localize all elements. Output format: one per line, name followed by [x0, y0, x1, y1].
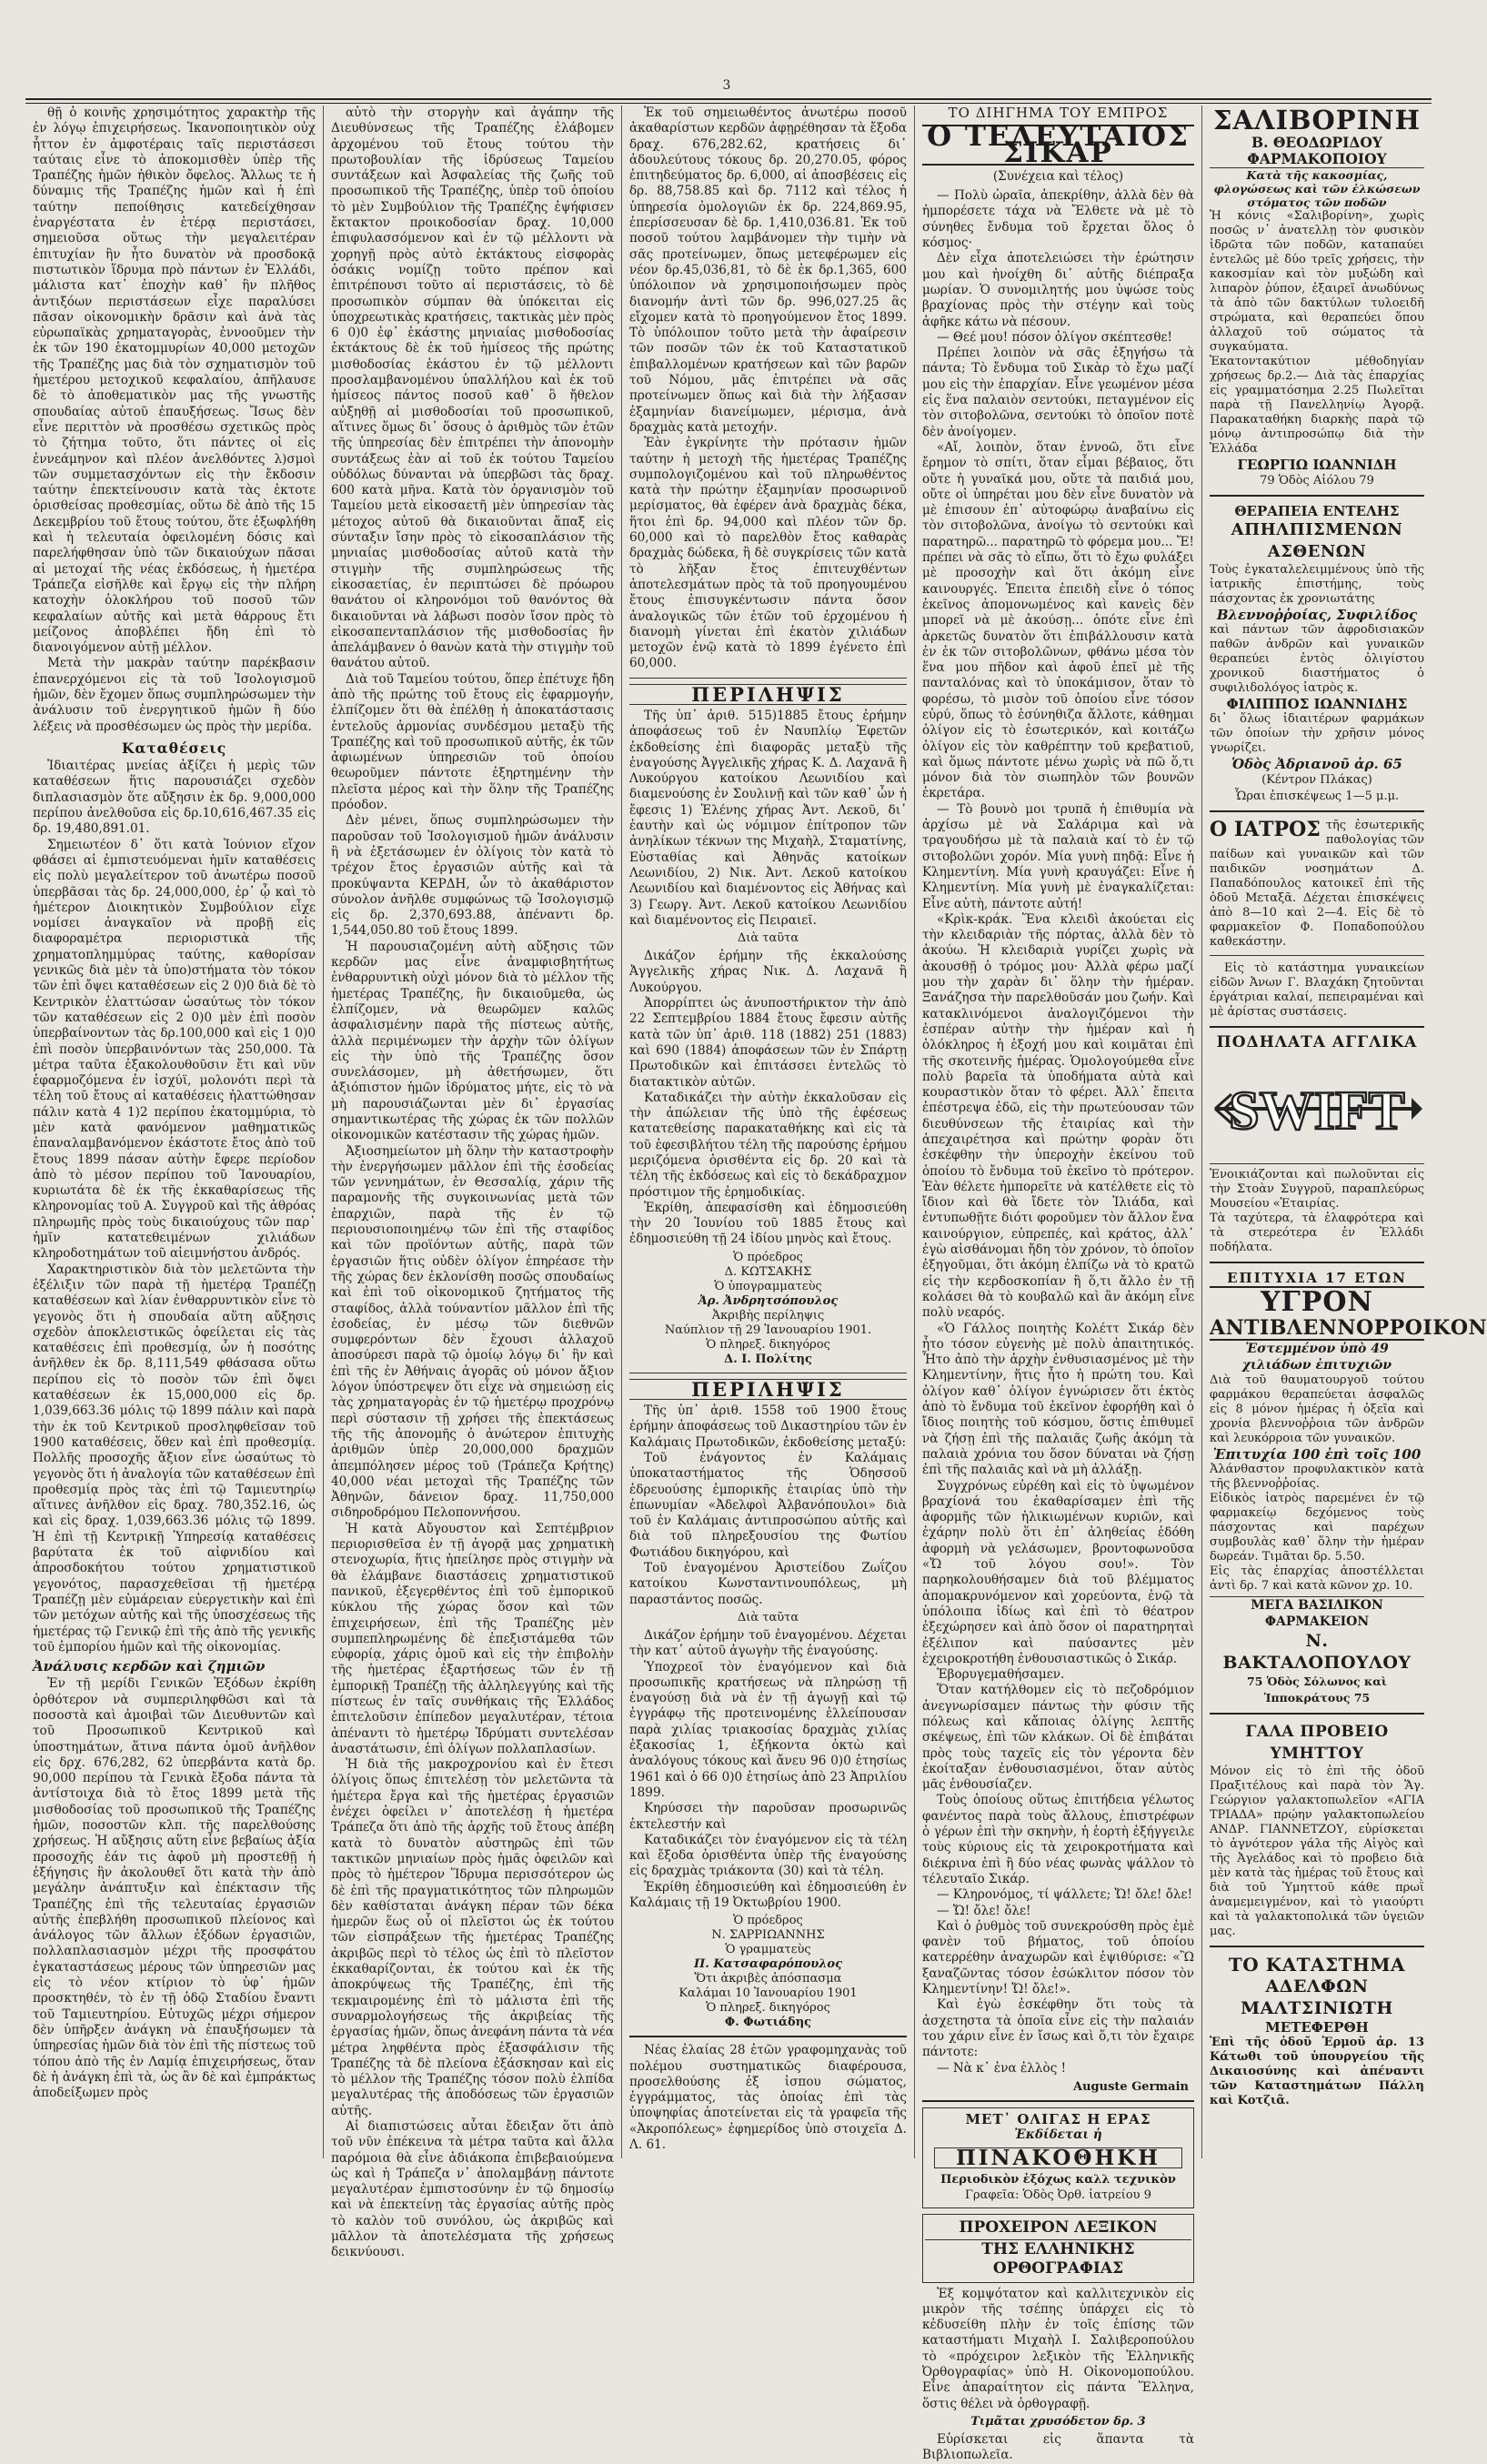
signature-line: Δ. ΚΩΤΣΑΚΗΣ [724, 1264, 812, 1279]
signature-line: Ὅτι ἀκριβὲς ἀπόσπασμα [694, 1972, 842, 1986]
signature-line: Ὁ πρόεδρος [733, 1250, 803, 1264]
signature-line: Καλάμαι 10 Ἰανουαρίου 1901 [678, 1986, 858, 2001]
ad-headline: ΓΑΛΑ ΠΡΟΒΕΙΟ ΥΜΗΤΤΟΥ [1245, 1722, 1389, 1763]
col1-paragraph: Μετὰ τὴν μακρὰν ταύτην παρέκβασιν ἐπανερχόμενοι εἰς τὰ τοῦ Ἰσολογισμοῦ ἡμῶν, δὲν ἔχομεν ὅπως συμπληρώσωμεν τὴν ἀνάλυσιν τοῦ ἐνεργητικοῦ ἡμῶν ἢ δύο λέξεις νὰ προσθέσωμεν ὡς πρὸς τὴν μερίδα. [33, 656, 316, 734]
story-paragraph: «Κρὶκ-κράκ. Ἕνα κλειδὶ ἀκούεται εἰς τὴν κλειδαριὰν τῆς πόρτας, ἀλλὰ δὲν τὸ ἀκούω. Ἡ κλειδαριὰ γυρίζει χωρὶς νὰ ἀκουσθῇ ὁ τρόμος μου· Ἀλλὰ φέρω μαζί μου τὴν χαρὰν δι᾿ ὅλην τὴν ἡμέραν. Ξανάζησα τὴν παρελθοῦσάν μου ζωήν. Καὶ κατακλινόμενοι ἀναλογιζόμενοι τὴν ἐσπέραν αὐτὴν τὴν ἡμέραν καὶ ἡ ὁλόκληρος ἡ ἐξοχή μου καὶ κοιμᾶται ἐπὶ τῆς σκοτεινῆς ἡμέρας. Ὁμολογούμεθα εἶνε πολὺ βαρεῖα τὰ ὑποδήματα αὐτὰ καὶ κουραστικὸν ὅταν τὸ φέρει. Ἀλλ᾿ ἔπειτα ἐπέστρεψα ἐδῶ, εἰς τὴν πρωτεύουσαν τῶν διευθύνσεων τῆς ἐταιρίας καὶ τὴν ἀπεχαιρέτησα καὶ πρώτην φορὰν ὅτι ἐσκέφθην τὴν ὑπεροχὴν ἐκείνου τοῦ ὁποίου τὸ ἔνδυμα τοῦ ἐκεῖνο τὸ πρότερον. Ἐὰν θέλετε ἠμπορεῖτε νὰ κατέλθετε εἰς τὸ ἴδιον καὶ θὰ ἴδετε τὸν Ἰλιάδα, καὶ ἐντυπωθῇτε διότι φοροῦμεν τὸν ἄλλον ἔνα καινούργιον, εὐπρεπές, καὶ κράτος, ἀλλ᾿ ἐγὼ αἰσθάνομαι ἤδη τὸν χρόνον, τὸ ὁποῖον ἐξηγοῦμαι, ὅτι ἀκόμη ἐλπίζω νὰ τὸ κρατῶ εἰς τὴν κερδοσκοπίαν ἢ ὅ,τι ἄλλο ἐν τῇ κολάσει θὰ τὸ κουβαλῶ καὶ ἂν ἀκόμη εἶνε πολὺ νεαρός. [922, 911, 1194, 1321]
col3-paragraph: Δικάζον ἐρήμην τοῦ ἐναγομένου. Δέχεται τὴν κατ᾿ αὐτοῦ ἀγωγὴν τῆς ἐναγούσης. [629, 1627, 907, 1659]
ad-pharmacy-name: ΜΕΓΑ ΒΑΣΙΛΙΚΟΝ ΦΑΡΜΑΚΕΙΟΝ [1210, 1596, 1424, 1630]
ad-subheadline: Β. ΘΕΟΔΩΡΙΔΟΥ ΦΑΡΜΑΚΟΠΟΙΟΥ [1210, 135, 1424, 168]
col3-paragraph: Ἐκρίθη, ἀπεφασίσθη καὶ ἐδημοσιεύθη τὴν 20 Ἰουνίου τοῦ 1885 ἔτους καὶ ἐδημοσιεύθη τῇ 24 ἰδίου μηνὸς καὶ ἔτους. [629, 1200, 907, 1247]
ad-headline: ΠΟΔΗΛΑΤΑ ΑΓΓΛΙΚΑ [1216, 1032, 1418, 1051]
lexicon-ad-title [922, 2214, 1194, 2283]
ad-subheadline: ΜΕΤΕΦΕΡΘΗ [1265, 2018, 1369, 2036]
ad-body: Ἡ κόνις «Σαλιβορίνη», χωρὶς ποσῶς ν᾿ ἀνατελλῃ τὸν φυσικὸν ἱδρῶτα τῶν ποδῶν, καταπαύει ἐντελῶς μὲ δύο τρεῖς χρήσεις, τὴν κακοσμίαν καὶ τὸν μυξώδη καὶ λιπαρὸν ῥύπον, ἐξαιρεῖ ἀνωδύνως τὰ ἀπὸ τῶν δακτύλων τυλοειδῆ στρώματα, καὶ θεραπεύει ὅπου ἀλλαχοῦ τοῦ σώματος τὰ συγκαύματα. [1210, 209, 1424, 354]
story-paragraph: Ὅταν κατήλθομεν εἰς τὸ πεζοδρόμιον ἀνεγνωρίσαμεν πάντως τὴν φύσιν τῆς πόλεως καὶ κἄποιας ὀλίγης λεπτῆς σκέψεως, ἐπὶ τῶν κλάκων. Οἱ δὲ ἐπιβάται πρὸς τοὺς ταχεῖς εἰς τὸν γέροντα δὲν ἐκοίταξαν ἐνθουσιασμένοι, ὅταν αὐτὸς μᾶς ἐνθουσίαζεν. [922, 1683, 1194, 1793]
column-3 [622, 106, 915, 2158]
swift-logo-graphic [1210, 1054, 1424, 1164]
signature-line: Δ. Ι. Πολίτης [724, 1352, 812, 1366]
story-paragraph: — Θεέ μου! πόσον ὀλίγον σκέπτεσθε! [937, 329, 1173, 345]
signature-line: Ὁ ὑπογραμματεὺς [714, 1279, 822, 1293]
header-rule [25, 98, 1432, 104]
signature-line: Ν. ΣΑΡΡΙΩΑΝΝΗΣ [711, 1928, 825, 1943]
ad-body: Τοὺς ἐγκαταλελειμμένους ὑπὸ τῆς ἰατρικῆς ἐπιστήμης, τοὺς πάσχοντας ἐκ χρονιωτάτης [1210, 563, 1424, 607]
pinakothiki-ad [922, 2107, 1194, 2208]
col2-paragraph: Ἡ παρουσιαζομένη αὐτὴ αὔξησις τῶν κερδῶν μας εἶνε ἀναμφισβητήτως ἐνθαρρυντικὴ οὐχὶ μόνον διὰ τὸ μέλλον τῆς ἡμετέρας Τραπέζης, ἣν δικαιοῦμεθα, ὡς ἐλπίζομεν, νὰ θεωρῶμεν καλῶς ἀσφαλισμένην παρὰ τῆς πίστεως αὐτῆς, ἀλλὰ περιμένωμεν τὴν ἀρχὴν τῶν ὀλίγων εἰς τὴν ὑπὸ τῆς Τραπέζης ὅσον συνελάσομεν, μὴ ἀθετήσωμεν, ὅτι ἀξιόπιστον ἡμῶν ἱδρύματος μήτε, εἰς τὸ νὰ μὴ παρουσιάζωνται μὲν δι᾿ ἐργασίας σημαντικωτέρας τῆς χώρας ἐκ τῶν πολλῶν οἰκονομικῶν κατέστασιν τῆς χώρας ἡμῶν. [331, 939, 614, 1143]
signature-line: Ὁ πρόεδρος [733, 1914, 803, 1928]
story-paragraph: Τοὺς ὁποίους οὕτως ἐπιτήδεια γέλωτος φανέντος παρὰ τοὺς ἄλλους, ἐπιστρέφων ὁ γέρων ἐπὶ τὴν σκηνὴν, ἡ ἑορτὴ ἐξήγγειλε τοὺς κύριους εἰς τὰ χειροκροτήματα καὶ διέκρινα ἐπὶ ἢ δύο νέας φωνὰς ψάλλον τὸ τέλευταῖο Σικάρ. [922, 1793, 1194, 1886]
ad-body: Ἐπὶ τῆς ὁδοῦ Ἑρμοῦ ἀρ. 13 Κάτωθι τοῦ ὑπουργείου τῆς Δικαιοσύνης καὶ ἀπέναντι τῶν Καταστημάτων Πάλλη καὶ Κοτζιᾶ. [1210, 2035, 1424, 2107]
ad-headline: ΑΠΗΛΠΙΣΜΕΝΩΝ ΑΣΘΕΝΩΝ [1231, 520, 1403, 562]
ad-headline: ΘΕΡΑΠΕΙΑ ΕΝΤΕΛΗΣ [1234, 503, 1400, 520]
store-relocation-ad [1210, 1954, 1424, 2108]
milk-ad [1210, 1721, 1424, 1939]
section-heading-profits: Ἀνάλυσις κερδῶν καὶ ζημιῶν [33, 1658, 266, 1675]
ad-emphasis: Ἐπιτυχία 100 ἐπὶ τοῖς 100 [1212, 1445, 1422, 1463]
divider [1210, 1713, 1424, 1715]
story-paragraph: Ἐβορυγεμαθήσαμεν. [937, 1667, 1065, 1683]
story-kicker: ΤΟ ΔΙΗΓΗΜΑ ΤΟΥ ΕΜΠΡΟΣ [948, 105, 1169, 121]
signature-line: Ὁ γραμματεὺς [725, 1943, 811, 1957]
ad-line: Περιοδικὸν ἐξόχως καλλ τεχνικὸν [940, 2173, 1176, 2187]
ad-body: τῆς ἐσωτερικῆς παθολογίας τῶν παίδων καὶ γυναικῶν καὶ τῶν παιδικῶν νοσημάτων Δ. Παπαδόπουλος κατοικεῖ ἐπὶ τῆς ὁδοῦ Μεταξᾶ. Δέχεται ἐπισκέψεις ἀπὸ 8—10 καὶ 2—4. Εἰς δὲ τὸ φαρμακεῖον Φ. Ποπαδοπούλου καθεκάστην. [1210, 818, 1424, 949]
ad-body: Ἐξ κομψότατον καὶ καλλιτεχνικὸν εἰς μικρὸν τῆς τσέπης ὑπάρχει εἰς τὸ κἐδυσείθη πλὴν ἐν τοῖς ἐπίσης τῶν καταστήματι Μιχαὴλ Ι. Σαλιβεροπούλου τὸ «πρόχειρον λεξικὸν τῆς Ἑλληνικῆς Ὀρθογραφίας» ὑπὸ Η. Οἰκονομοπούλου. Εἶνε ἀπαραίτητον εἰς πάντα Ἕλληνα, ὅστις θέλει νὰ ὀρθογραφῇ. [922, 2286, 1194, 2411]
divider [1210, 810, 1424, 812]
ad-doctor-name: ΦΙΛΙΠΠΟΣ ΙΩΑΝΝΙΔΗΣ [1226, 696, 1408, 713]
arrow-logo-icon [1211, 1054, 1422, 1162]
signature-line: Φ. Φωτιάδης [724, 2016, 812, 2030]
columns [25, 105, 1487, 2463]
col1-paragraph: Ἰδιαιτέρας μνείας ἀξίζει ἡ μερὶς τῶν καταθέσεων ἥτις παρουσιάζει σχεδὸν διπλασιασμὸν ὅτε αὔξησιν ἐκ δρ. 9,000,000 περίπου ἀνελθοῦσα εἰς δρ.10,616,467.35 εἰς δρ. 19,480,891.01. [33, 759, 316, 837]
col3-paragraph: Ἐκ τοῦ σημειωθέντος ἀνωτέρω ποσοῦ ἀκαθαρίστων κερδῶν ἀφῃρέθησαν τὰ ἔξοδα δραχ. 676,282.62, κρατήσεις δι᾿ ἀδουλεύτους τόκους δρ. 20,270.05, φόρος ἐπιτηδεύματος δρ. 6,000, αἱ ἀποσβέσεις εἰς δρ. 88,758.85 καὶ δρ. 7112 καὶ τέλος ἡ ὑπηρεσία ὁμολογιῶν ἐκ δρ. 224,869.95, ἐπερίσσευσαν δὲ δρ. 1,410,036.81. Ἐκ τοῦ ποσοῦ τούτου λαμβάνομεν τὴν τιμὴν νὰ σᾶς προτείνωμεν, ὅπως μετεφέρωμεν εἰς νέον δρ.45,036,81, τὸ δὲ ἐκ δρ.1,365, 600 ὑπόλοιπον νὰ χρησιμοποιήσωμεν πρὸς διανομήν ἀντὶ τῶν δρ. 996,027.25 ἃς εἴχομεν κατὰ τὸ προηγούμενον ἔτος 1899. Τὸ ὑπόλοιπον τοῦτο μετὰ τὴν ἀφαίρεσιν τῶν ποσῶν τῶν ἐκ τοῦ Καταστατικοῦ ἐπιβαλλομένων κρατήσεων καὶ τῶν βαρῶν τοῦ Νόμου, μᾶς ἐπιτρέπει νὰ σᾶς προτείνωμεν ὅπως καὶ διὰ τὴν λήξασαν ἑξαμηνίαν διανείμωμεν, μέρισμα, ἀνὰ δραχμὰς κατὰ μετοχήν. [629, 106, 907, 435]
ad-line: Γραφεῖα: Ὁδὸς Ὀρθ. ἰατρείου 9 [965, 2188, 1151, 2203]
ad-body: Ἐνοικιάζονται καὶ πωλοῦνται εἰς τὴν Στοὰν Συγγροῦ, παραπλεύρως Μουσείου «Ἑταιρίας. [1210, 1167, 1424, 1211]
story-paragraph: — Κληρονόμος, τί ψάλλετε; Ὤ! ὄλε! ὄλε! [937, 1887, 1193, 1903]
signature-line: Ὁ πληρεξ. δικηγόρος [706, 2001, 830, 2016]
col2-paragraph: Ἡ κατὰ Αὔγουστον καὶ Σεπτέμβριον περιορισθεῖσα ἐν τῇ ἀγορᾷ μας χρηματικὴ στενοχωρία, ἥτις ἠπείλησε πρὸς στιγμὴν νὰ θὰ ἐλάμβανε διαστάσεις χρηματιστικοῦ πανικοῦ, ἐξεγερθέντος ἐπὶ τοῦ ἐμπορικοῦ κύκλου τῆς χώρας ὅσον καὶ τῶν ἐπιχειρήσεων, ἐπὶ τῆς Τραπέζης μὲν συμπεπληρωμένης δὲ ἐπεξιστάμεθα τῶν εὐφορίᾳ, χάρις ὁμοῦ καὶ εἰς τὴν ἐπιβολὴν τῆς ἡμετέρας ἐξαρτήσεως τῶν ἐν τῇ ἐμπορικῇ Τραπέζῃ τῆς ἀλληλεγγύης καὶ τῆς πίστεως ἐν ταῖς συνθήκαις τῆς Ἑλλάδος ἐπιτελοῦσιν ἐπίπεδον μεγαλυτέραν, τέτοια ἀπέναντι τὸ ἡμετέρῳ Ἰδρύματι συντελέσαν ἀναστάτωσιν, ἐπὶ ὀλίγων πολλαπλασίων. [331, 1521, 614, 1756]
signature-block [629, 1914, 907, 2030]
ad-line: Ἐκδίδεται ἡ [1014, 2127, 1102, 2143]
divider [1210, 1026, 1424, 1028]
signature-line: Π. Κατσαφαρόπουλος [694, 1957, 842, 1972]
story-paragraph: Καὶ ὁ ῥυθμὸς τοῦ συνεκρούσθη πρὸς ἐμὲ φανὲν τοῦ βήματος, τοῦ ὁποίου κατερρέθην ἀναχωρῶν καὶ ἐψιθύρισε: «Ὢ ξαναζῶντας τόσον ἐσώκλιτον πόσον τὸν Κλημεντίνην! Ὤ! ὄλε!». [922, 1918, 1194, 1997]
ad-address: Ὁδὸς Ἀδριανοῦ ἀρ. 65 [1231, 756, 1402, 773]
judgment-dia-tauta: Διὰ ταῦτα [737, 1610, 799, 1624]
col1-paragraph: θῇ ὁ κοινῆς χρησιμότητος χαρακτὴρ τῆς ἐν λόγῳ ἐπιχειρήσεως. Ἱκανοποιητικὸν οὐχ ἧττον ἐν ἀμφοτέραις ταῖς περιστάσεσι ταύταις εἶνε τὸ ἀποκομισθὲν ὑπὲρ τῆς Τραπέζης ἡμῶν ἠθικὸν ὄφελος. Ἄλλως τε ἡ δύναμις τῆς Τραπέζης ἡμῶν καὶ ἡ ἐπὶ ταύτην πεποίθησις κατεδείχθησαν ἐναργέστατα ἐν ἑτέρᾳ περιστάσει, σημειοῦσα οὕτως τὴν μεγαλειτέραν ἐπιτυχίαν ἣν ἦτο δυνατὸν νὰ προσδοκᾷ πιστωτικὸν ἵδρυμα πρὸ πάντων ἐν Ἑλλάδι, μάλιστα κατ᾿ ἐποχὴν καθ᾿ ἣν πλῆθος ἀντιξόων περιστάσεων εἶχε παραλύσει πᾶσαν οἰκονομικὴν δρᾶσιν καὶ ἀνὰ τὰς εὐρωπαϊκὰς χρηματαγορὰς, ἐννοοῦμεν τὴν ἐκ τῶν 190 ἑκατομμυρίων 40,000 μετοχῶν τῆς Τραπέζης μας διὰ τὸν σχηματισμὸν τοῦ ἡμετέρου μετοχικοῦ κεφαλαίου, ἀπῆλαυσε δὲ τὸ ἀποθεματικὸν μας τῆς γνωστῆς σπουδαίας αὐτοῦ ἐπαυξήσεως. Ἴσως δὲν εἶνε περιττὸν νὰ προσθέσω σχετικῶς πρὸς τὸ ζήτημα τοῦτο, ὅτι πάντες οἱ εἰς ἐννεάμηνον καὶ πλέον ἀνελθόντες λ)σμοὶ τῶν συμμετασχόντων εἰς τὴν ἔκδοσιν ταύτην ἐπεκτείνουσιν κατὰ τὰς ἐκτοτε ὁρισθείσας προθεσμίας, οὕτω δὲ ἀπὸ τῆς 15 Δεκεμβρίου τοῦ ἔτους τούτου, ὅτε ἐξωφλήθη καὶ ἡ τελευταία ὀφειλομένη δόσις καὶ παρελήφθησαν ὑπὸ τῶν δικαιούχων πᾶσαι αἱ μετοχαί τῆς νέας ἐκδόσεως, ἡ ἡμετέρα Τράπεζα εἰσῆλθε καὶ ἔργῳ εἰς τὴν πλήρη κατοχὴν ὁλοκλήρου τοῦ ποσοῦ τῶν κεφαλαίων αὐτῆς καὶ μετὰ θάρρους ἔτι μείζονος ἀποβλέπει ἤδη ἐπὶ τὸ διανοιγόμενον αὐτῇ μέλλον. [33, 106, 316, 656]
ad-body: Εὑρίσκεται εἰς ἅπαντα τὰ Βιβλιοπωλεῖα. [922, 2431, 1194, 2463]
signature-line: Ἀκριβὴς περίληψις [711, 1308, 825, 1323]
ad-body: Μόνον εἰς τὸ ἐπὶ τῆς ὁδοῦ Πραξιτέλους καὶ παρὰ τὸν Ἅγ. Γεώργιον γαλακτοπωλεῖον «ΑΓΙΑ ΤΡΙΑΔΑ» πρῴην γαλακτοπωλείου ΑΝΔΡ. ΓΙΑΝΝΕΤΖΟΥ, εὑρίσκεται τὸ ἀγνότερον γάλα τῆς Αἰγὸς καὶ τῆς Ἀγελάδος καὶ τὸ προβειο διὰ μὲν κατὰ τὰς ἡμέρας τοῦ ἔτους καὶ διὰ τοῦ Ὑμηττοῦ κάθε πρωῒ ἀναμεμειγμένον, καὶ τὸ γιαούρτι καὶ τὰ γαλακτοπολικά τῶν ὑγειῶν μας. [1210, 1764, 1424, 1938]
story-paragraph: «Ὁ Γάλλος ποιητὴς Κολέττ Σικάρ δὲν ἦτο τόσον εὐγενὴς μὲ πολὺ ἀπαιτητικός. Ἦτο ἀπὸ τὴν ἀρχὴν ἐνθυσιασμένος μὲ τὴν Κλημεντίνην, ἥτις ἦτο ἡ πρώτη του. Καὶ ὀλίγον καθ᾿ ὀλίγον ἐγνώρισεν ὅτι ἐκτὸς ἀπὸ τὸ ἔνδυμα τοῦ ἐκεῖνον ἐφορήθη καὶ ὁ ἴδιος ποιητὴς τοῦ κόσμου, ὅστις ἐπιθυμεῖ νὰ ζήσῃ ἐπὶ τῆς παλαιᾶς ζωῆς ἀκόμη τὰ παλαιὰ χρόνια του ὅσον δύναται νὰ ζήσῃ ἐπὶ τῆς παλαιᾶς καὶ νὰ μὴ ἀλλάξῃ. [922, 1321, 1194, 1478]
col3-paragraph: Τοῦ ἐνάγοντος ἐν Καλάμαις ὑποκαταστήματος τῆς Ὁδησσοῦ ἑδρευούσης ἐμπορικῆς ἑταιρίας ὑπὸ τὴν ἐπωνυμίαν «Ἀδελφοὶ Ἀλβανόπουλοι» διὰ τοῦ ἐν Καλάμαις ἀντιπροσώπου αὐτῆς καὶ διὰ τοῦ πληρεξουσίου της Φωτίου Φωτιάδου δικηγόρου, καὶ [629, 1450, 907, 1560]
story-paragraph: Συγχρόνως εὑρέθη καὶ εἰς τὸ ὑψωμένον βραχίονά του ἐκαθαρίσαμεν ἐπὶ τῆς ἀφορμῆς τῶν ἡλικιωμένων κυριῶν, καὶ ἐχάρην πολὺ ὅτι ἐπ᾿ ἀληθείας ἐδόθη ἀφορμὴ νὰ γελάσωμεν, βροντοφωνοῦσα «Ὤ τοῦ λόγου σου!». Τὸν παρηκολουθήσαμεν διὰ τοῦ βλέμματος ἀπομακρυνόμενον καὶ χορεύοντα, ἐνῷ τὰ ὑπόλοιπα ἰδίως καὶ ἐπὶ τὸ θέατρον ἐξεχώρησεν καὶ ἀπὸ ὅσον οἱ παρατηρηταὶ ἐξέλιπον καὶ παύσαντες μὲν ἐχειροκροτήθη ἐνθουσιαστικῶς ὁ Σικάρ. [922, 1478, 1194, 1666]
story-paragraph: Καὶ ἐγὼ ἐσκέφθην ὅτι τοὺς τὰ ἀσχετηστα τὰ ὁποῖα εἶνε εἰς τὴν παλαιάν του χάριν εἶνε ἐν ἴσως καὶ ὅ,τι τὸν ἔχαιρε πάντοτε: [922, 1997, 1194, 2060]
col3-paragraph: Τῆς ὑπ᾿ ἀριθ. 515)1885 ἔτους ἐρήμην ἀποφάσεως τοῦ ἐν Ναυπλίῳ Ἐφετῶν ἐκδοθείσης ἐπὶ διαφορᾶς μεταξὺ τῆς ἐναγούσης Ἀγγελικῆς χήρας Κ. Δ. Λαχανᾶ ἢ Λυκούργου κατοίκου Λεωνιδίου καὶ διαμενούσης ἐν Σουλινῇ καὶ τῶν καθ᾿ ὧν ἡ ἔφεσις 1) Ἑλένης χήρας Ἀντ. Λεκοῦ, δι᾿ ἑαυτὴν καὶ ὡς νόμιμον ἐπίτροπον τῶν ἀνηλίκων τέκνων της Μιχαὴλ, Σταματίνης, Εὐσταθίας καὶ Ἀθηνᾶς κατοίκων Λεωνιδίου, 2) Νικ. Ἀντ. Λεκοῦ κατοίκου Λεωνιδίου καὶ διαμένοντος εἰς Ἀθήνας καὶ 3) Γεωργ. Ἀντ. Λεκοῦ κατοίκου Λεωνιδίου καὶ διαμένοντος εἰς Πειραιεῖ. [629, 708, 907, 928]
col3-paragraph: Ἐὰν ἐγκρίνητε τὴν πρότασιν ἡμῶν ταύτην ἡ μετοχὴ τῆς ἡμετέρας Τραπέζης συμπολογιζομένου καὶ τοῦ πληρωθέντος κατὰ τὴν πρώτην ἐξαμηνίαν προσωρινοῦ μερίσματος, θὰ ἐφέρεν ἀνὰ δραχμὰς δέκα, ἥτοι ἐπὶ δρ. 94,000 καὶ πλέον τῶν δρ. 60,000 καὶ τὸ παρελθὸν ἔτος καθαρὰς δραχμὰς δώδεκα, ἢ δὲ συγκρίσεις τῶν κατὰ τὸ λῆξαν ἔτος ἐπιτευχθέντων ἀποτελεσμάτων πρὸς τὰ τοῦ προηγουμένου ἔτους ἐπισυγκέντωσιν πάντα ὅσον ἀναλογικῶς τῶν ἐτῶν τοῦ ἐρχομένου ἡ διανομὴ γίνεται ἐπὶ ἑκατὸν χιλιάδων μετοχῶν ἐνῷ κατὰ τὸ 1899 ἐγένετο ἐπὶ 60,000. [629, 436, 907, 671]
ad-headline: ΥΓΡΟΝ [1210, 1286, 1424, 1317]
ad-body: Τὰ ταχύτερα, τὰ ἐλαφρότερα καὶ τὰ στερεότερα ἐν Ἑλλάδι ποδήλατα. [1210, 1211, 1424, 1254]
ad-tagline: Κατὰ τῆς κακοσμίας, φλογώσεως καὶ τῶν ἑλκώσεων στόματος τῶν ποδῶν [1213, 168, 1421, 209]
ad-body: Εἰς τὰς ἐπαρχίας ἀποστέλλεται ἀντὶ δρ. 7 καὶ κατὰ κῶνον χρ. 10. [1210, 1564, 1424, 1593]
ad-headline: ΣΑΛΙΒΟΡΙΝΗ [1212, 105, 1422, 136]
story-paragraph: — Τὸ βουνὸ μοι τρυπᾶ ἡ ἐπιθυμία νὰ ἀρχίσω μὲ νὰ Σαλάριμα καὶ νὰ τραγουδήσω μὲ τὰ παλαιὰ καί τὸ ἐν τῷ σιτοβολῶνι χορόν. Μία γυνὴ πηδᾷ: Εἶνε ἡ Κλημεντίνη. Μία γυνὴ κραυγάζει: Εἶνε ἡ Κλημεντίνη. Μία γυνὴ μὲ ἐναγκαλίζεται: Εἶνε αὐτὴ, πάντοτε αὐτή! [922, 801, 1194, 911]
col2-paragraph: αὐτὸ τὴν στοργὴν καὶ ἀγάπην τῆς Διευθύνσεως τῆς Τραπέζης ἐλάβομεν ἀρχομένου τοῦ ἔτους τούτου τὴν πρωτοβουλίαν τῆς ἱδρύσεως Ταμείου συντάξεων καὶ Ἀσφαλείας τῆς ζωῆς τοῦ προσωπικοῦ τῆς Τραπέζης, ὑπὲρ τοῦ ὁποίου τὸ μὲν Συμβούλιον τῆς Τραπέζης ἐψήφισεν ἔκτακτον προικοδοσίαν δραχ. 10,000 ἐπιφυλασσόμενον καὶ ἐν τῷ μέλλοντι νὰ χορηγῇ πρὸς αὐτὸ ἐκτάκτους εἰσφορὰς ὁσάκις νομίζῃ τοῦτο πρέπον καὶ ἐπιτρέπουσι τοῦτο αἱ περιστάσεις, τὸ δὲ προσωπικὸν σύμπαν θὰ ὑπόκειται εἰς ὑποχρεωτικὰς κρατήσεις, τακτικὰς μὲν πρὸς 6 0)0 ἐφ᾿ ἑκάστης μηνιαίας μισθοδοσίας ἐκτάκτους δὲ ἐκ τοῦ ἡμίσεος τῆς πρώτης μισθοδοσίας ἑκάστου ἐν τῷ μέλλοντι προσλαμβανομένου ὑπαλλήλου καὶ ἐκ τοῦ ἡμίσεος πάντος ποσοῦ καθ᾿ ὃ ἤθελον αὐξηθῇ αἱ μισθοδοσίαι τοῦ προσωπικοῦ, αἵτινες ὅμως δι᾿ ὅσους ὁ ἀριθμὸς τῶν ἐτῶν τῆς ὑπηρεσίας δὲν ἐπιτρέπει τὴν ἀπονομὴν συντάξεως ἐὰν αἱ τοῦ ἐκ τούτου Ταμείου οὐδόλως δύνανται νὰ ὑπερβῶσι τὰς δραχ. 600 κατὰ μῆνα. Κατὰ τὸν ὀργανισμὸν τοῦ Ταμείου μετὰ εἰκοσαετῆ μὲν ὑπηρεσίαν τὰς μέτοχος αὐτοῦ θὰ δικαιοῦνται ἅπαξ εἰς σύνταξιν ἴσην πρὸς τὸ εἰκοσαπλάσιον τῆς μηνιαίας μισθοδοσίας αὐτοῦ κατὰ τὴν στιγμὴν τῆς συμπληρώσεως τῆς εἰκοσαετίας, ἐν περιπτώσει δὲ πρόωρου θανάτου οἱ κληρονόμοι τοῦ θανόντος θὰ δικαιοῦνται νὰ λάβωσι ποσὸν ἴσον πρὸς τὸ εἰκοσαπενταπλάσιον τῆς μισθοδοσίας ἣν ἀπελάμβανεν ὁ θανὼν κατὰ τὴν στιγμὴν τοῦ θανάτου αὐτοῦ. [331, 106, 614, 671]
antiblennorrhoic-ad [1210, 1269, 1487, 1706]
col2-paragraph: Αἱ διαπιστώσεις αὗται ἔδειξαν ὅτι ἀπὸ τοῦ νῦν ἐπέκεινα τὰ μέτρα ταῦτα καὶ ἄλλα παρόμοια θὰ εἶνε ἀδιάκοπα ἐπιβεβαιούμενα ὡς καὶ ἡ Τράπεζα ν᾿ ἀπολαμβάνῃ πάντοτε μεγαλυτέραν ἐμπιστοσύνην ἐν τῷ δημοσίῳ καὶ νὰ ἐπεκτείνῃ τὰς ἐργασίας αὐτῆς πρὸς τὸ καλὸν τοῦ συνόλου, ὡς ἀκριβῶς καὶ μᾶλλον τὰ ἀποτελέσματα τῆς χρήσεως δεικνύουσι. [331, 2119, 614, 2260]
ad-headline: ΤΟ ΚΑΤΑΣΤΗΜΑ [1228, 1953, 1406, 1976]
ad-emphasis: Βλεννοῤῥοίας, Συφιλίδος [1216, 607, 1418, 624]
col3-paragraph: Ἐκρίθη ἐδημοσιεύθη καὶ ἐδημοσιεύθη ἐν Καλάμαις τῇ 19 Ὀκτωβρίου 1900. [629, 1879, 907, 1910]
col3-paragraph: Τῆς ὑπ᾿ ἀριθ. 1558 τοῦ 1900 ἔτους ἐρήμην ἀποφάσεως τοῦ Δικαστηρίου τῶν ἐν Καλάμαις Πρωτοδικῶν, ἐκδοθείσης μεταξύ: [629, 1403, 907, 1450]
ad-tagline: Ἐστεμμένον ὑπὸ 49 χιλιάδων ἐπιτυχιῶν [1241, 1341, 1392, 1373]
judgment-dia-tauta: Διὰ ταῦτα [737, 931, 799, 946]
col1-paragraph: Σημειωτέον δ᾿ ὅτι κατὰ Ἰούνιον εἴχον φθάσει αἱ ἐμπιστευόμεναι ἡμῖν καταθέσεις εἰς πολὺ μεγαλείτερον τοῦ ἀνωτέρω ποσοῦ ὑπερβᾶσαι τὰς δρ. 24,000,000, ἐρ᾿ ᾧ καὶ τὸ ἡμέτερον Διοικητικὸν Συμβούλιον εἶχε νομίσει ἀναγκαῖον νὰ προβῇ εἰς διαφοραμέτρα περιοριστικὰ τῆς χρηματοπλημμύρας ταύτης, καθορίσαν γενικῶς διὰ μὲν τὰ ὑπο)στήματα τὸν τόκον τῶν ἐπὶ ὄψει καταθέσεων εἰς 2 0)0 διὰ δὲ τὸ Κεντρικὸν ἐλαττώσαν ὡσαύτως τὸν τόκον τῶν καταθέσεων εἰς 2 0)0 μὲν ἐπὶ ποσὸν ὑπερβαίνοντων τὰς δρ.100,000 καὶ εἰς 1 0)0 ἐπὶ ποσὸν ὑπερβαινόντων τὰς 250,000. Τὰ μέτρα ταῦτα ἐξακολουθοῦσιν ἔτι καὶ νῦν ἐφαρμοζόμενα ἐν ἰσχύϊ, μολονότι περὶ τὰ τέλη τοῦ ἔτους αἱ καταθέσεις ἠλαττώθησαν πάλιν κατὰ 4 1)2 περίπου ἑκατομμύρια, τὸ μὲν κατὰ φανόμενον μαθηματικῶς ἐπαναλαμβανόμενον ἑκάστοτε ἔτος ἀπὸ τοῦ ἔτους 1899 πάσαν αὐτὴν ἔφερε περίοδον ἀπὸ τὸ μέσον περίπου τοῦ Ἰανουαρίου, κυριωτάτα δὲ ἐκ τῆς ἐκκαθαρίσεως τῆς κληρονομίας τοῦ Α. Συγγροῦ καὶ τῆς ἀθρόας πληρωμῆς πρὸς τοὺς δικαιούχους τῶν παρ᾿ ἡμῖν κατατεθειμένων χιλιάδων κληροδοτημάτων τοῦ αἰειμνήστου ἀνδρός. [33, 837, 316, 1262]
ad-body: καὶ πάντων τῶν ἀφροδισιακῶν παθῶν ἀνδρῶν καὶ γυναικῶν θεραπεύει ἐντὸς ὀλιγίστου χρονικοῦ διαστήματος ὁ συφιλιδολόγος ἰατρὸς κ. [1210, 623, 1424, 696]
ad-body: Ἀλάνθαστον προφυλακτικὸν κατὰ τῆς βλεννοῤῥοίας. [1210, 1462, 1424, 1491]
column-5 [1202, 105, 1487, 2158]
column-4 [915, 105, 1202, 2463]
ad-price: Τιμᾶται χρυσόδετον δρ. 3 [970, 2414, 1146, 2429]
divider [1210, 1946, 1424, 1947]
ad-line: ΤΗΣ ΕΛΛΗΝΙΚΗΣ ΟΡΘΟΓΡΑΦΙΑΣ [925, 2239, 1191, 2278]
divider [1210, 1262, 1424, 1263]
column-1 [25, 106, 324, 2158]
ad-address: (Κέντρον Πλάκας) [1261, 773, 1372, 788]
therapy-ad [1210, 503, 1424, 804]
story-author: Auguste Germain [1073, 2079, 1189, 2094]
ad-body: Εἰδικὸς ἰατρὸς παρεμένει ἐν τῷ φαρμακείῳ δεχόμενος τοὺς πάσχοντας καὶ παρέχων συμβουλὰς καθ᾿ ὅλην τὴν ἡμέραν δωρεάν. Τιμᾶται δρ. 5.50. [1210, 1491, 1424, 1564]
ad-kicker: ΕΠΙΤΥΧΙΑ 17 ΕΤΩΝ [1227, 1269, 1407, 1286]
signature-line: Ναύπλιον τῇ 29 Ἰανουαρίου 1901. [664, 1323, 872, 1337]
col3-paragraph: Καταδικάζει τὸν ἐναγόμενον εἰς τὰ τέλη καὶ ἔξοδα ὁρισθέντα ὑπὲρ τῆς ἐναγούσης εἰς δραχμὰς τριάκοντα (30) καὶ τὰ τέλη. [629, 1832, 907, 1879]
swift-wordmark: SWIFT [1229, 1080, 1405, 1141]
classified-ad: Νέας ἐλαίας 28 ἐτῶν γραφομηχανὰς τοῦ πολέμου συστηματικῶς διαφέρουσα, προσελθούσης ἐξ ἰσπου σώματος, ἐγγράμματος, τὰς ὁποίας ἐπὶ τὰς ὑποψηφίας ἀποτείνεται εἰς τὰ γραφεῖα τῆς «Ἀκροπόλεως» ἐφημερίδος ὑπὸ στοιχεῖα Δ. Λ. 61. [629, 2043, 907, 2153]
ad-magazine-name: ΠΙΝΑΚΟΘΗΚΗ [934, 2147, 1182, 2168]
story-paragraph: — Ὤ! ὄλε! ὄλε! [937, 1903, 1031, 1918]
ad-headline: ΑΔΕΛΦΩΝ ΜΑΛΤΣΙΝΙΩΤΗ [1241, 1976, 1393, 2018]
signature-line: Ἀρ. Ἀνδρητσόπουλος [698, 1293, 839, 1308]
story-paragraph: Δὲν εἶχα ἀποτελειώσει τὴν ἐρώτησιν μου καὶ ἠνοίχθη δι᾿ αὐτῆς διέπραξα μωρίαν. Ὁ συνομιλητής μου ὑψώσε τοὺς βραχίονας πρὸς τὴν στέγην καὶ τοὺς ἀφῆκε κάτω νὰ πέσουν. [922, 251, 1194, 329]
col3-paragraph: Τοῦ ἐναγομένου Ἀριστείδου Ζωΐζου κατοίκου Κωνσταντινουπόλεως, μὴ παραστάντος ποσῶς. [629, 1561, 907, 1607]
divider [1210, 495, 1424, 497]
salivorini-ad [1210, 106, 1424, 488]
page-folio: 3 [722, 78, 733, 93]
ad-address: 75 Ὁδὸς Σόλωνος καὶ Ἱπποκράτους 75 [1247, 1674, 1387, 1705]
doctor-ad [1210, 819, 1424, 950]
story-subtitle: (Συνέχεια καὶ τέλος) [992, 168, 1124, 184]
ad-body: Ἑκατοντακύτιον μέθοδηγίαν χρήσεως δρ.2.— Διὰ τὰς ἐπαρχίας εἰς γραμματόσημα 2.25 Πωλεῖται παρὰ τῇ Πανελληνίῳ Ἀγορᾷ. Παρακαταθήκη διαρκὴς παρὰ τῷ μόνῳ ἀντιπροσώπῳ διὰ τὴν Ἑλλάδα [1210, 355, 1424, 456]
section-heading-deposits: Καταθέσεις [121, 739, 227, 757]
job-ad: Εἰς τὸ κατάστημα γυναικείων εἰδῶν Ἀνων Γ. Βλαχάκη ζητοῦνται ἐργάτριαι καλαί, πεπειραμέναι καὶ μὲ ἀρίστας συστάσεις. [1210, 960, 1424, 1019]
col2-paragraph: Ἡ διὰ τῆς μακροχρονίου καὶ ἐν ἔτεσι ὀλίγοις ὅπως ἐπιτελέσῃ τὸν μελετῶντα τὰ ἡμέτερα ἔργα καὶ τῆς ἡμετέρας ἐργασιῶν ἐνέχει ὀφείλει ν᾿ ἀποτελέσῃ ἡ ἡμετέρα Τράπεζα ὅτι ἀπὸ τῆς ἀρχῆς τοῦ ἔτους ἀπέβη κατὰ τὸ δυνατὸν αὐστηρῶς ἐπὶ τῶν τακτικῶν μηνιαίων πρὸς ἡμᾶς ὀφειλῶν καὶ πρὸς τὸ ἡμέτερον Ἵδρυμα περισσότερον ὡς δὲ ἐπὶ τῆς πραγματικότητος τῶν πληρωμῶν δὲν καθίσταται ἀνάγκη πέραν τῶν δέκα ἡμερῶν ἕως οὗ οἱ πλεῖστοι ὡς ἐκ τούτου τῶν εἰσπράξεων τῆς ἡμετέρας Τραπέζης ἀκριβῶς περὶ τὸ τέλος ὡς ἐπὶ τὸ πλεῖστον ἐκκαθαρίζονται, ἐκ τούτου καὶ ἐκ τῆς ἀποκρύψεως τῆς Τραπέζης, ἐπὶ τῆς τεκμαιρομένης ἐπὶ τὸ μάλιστα ἐπὶ τῆς συναρμολογήσεως τῆς ἀκριβείας τῆς ἐργασίας ἡμῶν, ὅπως ἀνεφάνη πάντα τὰ νέα μέτρα ληφθέντα πρὸς ἐξασφάλισιν τῆς Τραπέζης τὰ δὲ πλείονα ἐξάσκησαν καὶ εἰς τὸ μέλλον τῆς Τραπέζης τόσον πολὺ ἐλπίδα μεγαλυτέρας τῆς ἀποδόσεως τῶν ἐργασιῶν αὐτῆς. [331, 1757, 614, 2118]
col3-paragraph: Καταδικάζει τὴν αὐτὴν ἐκκαλοῦσαν εἰς τὴν ἀπώλειαν τῆς ὑπὸ τῆς ἐφέσεως κατατεθείσης παρακαταθήκης καὶ εἰς τὰ τοῦ ἐφεσιβλήτου τέλη τῆς παρούσης ἐρήμου μεριζόμενα ὁρισθέντα εἰς δρ. 20 καὶ τὰ τέλη τῆς ἐκδόσεως καὶ εἰς τὸ δεκάδραχμον πρόστιμον τῆς ἐρημοδικίας. [629, 1090, 907, 1200]
signature-block [629, 1251, 907, 1367]
story-paragraph: — Πολὺ ὡραῖα, ἀπεκρίθην, ἀλλὰ δὲν θὰ ἠμπορέσετε τάχα νὰ Ἔλθετε νὰ μὲ τὸ σύνηθες ἔνδυμα τοῦ ἔρχεται ὅλος ὁ κόσμος· [922, 188, 1194, 251]
summary-heading: ΠΕΡΙΛΗΨΙΣ [629, 1379, 907, 1400]
col3-paragraph: Ἀπορρίπτει ὡς ἀνυποστήρικτον τὴν ἀπὸ 22 Σεπτεμβρίου 1884 ἔτους ἔφεσιν αὐτῆς κατὰ τῶν ὑπ᾿ ἀριθ. 118 (1882) 251 (1883) καὶ 690 (1884) ἀποφάσεων τῶν ἐν Σπάρτῃ Πρωτοδικῶν καὶ ἐπιτάσσει ἐντελῶς τὸ διατακτικὸν αὐτῶν. [629, 996, 907, 1090]
swift-bicycle-ad [1210, 1034, 1424, 1255]
ad-hours: Ὧραι ἐπισκέψεως 1—5 μ.μ. [1234, 789, 1400, 803]
col2-paragraph: Διὰ τοῦ Ταμείου τούτου, ὅπερ ἐπέτυχε ἤδη ἀπὸ τῆς πρώτης τοῦ ἔτους εἰς ἐφαρμογήν, ἐλπίζομεν ὅτι θὰ ἐπέλθῃ ἡ ἀποκατάστασις ἐντελοῦς ἁρμονίας συνδέσμου μεταξὺ τῆς Τραπέζης καὶ τοῦ προσωπικοῦ αὐτῆς, ἐκ τῶν ἀφιωμένων ὑπηρεσιῶν τοῦ ὁποίου θεωροῦμεν πάντοτε ἐξηρτημένην τὴν πλεῖστα μέρος καὶ τὴν ὅλην τῆς Τραπέζης πρόοδον. [331, 671, 614, 813]
column-2 [324, 106, 622, 2260]
divider [1210, 955, 1424, 956]
col3-paragraph: Κηρύσσει τὴν παροῦσαν προσωρινῶς ἐκτελεστήν καὶ [629, 1801, 907, 1832]
col2-paragraph: Ἀξιοσημείωτον μὴ ὅλην τὴν καταστροφὴν τὴν ἐνεργήσωμεν μᾶλλον ἐπὶ τῆς ἐσοδείας τῶν γεννημάτων, ἐν Θεσσαλίᾳ, χάριν τῆς παραμονῆς τῆς συγκοινωνίας μετὰ τῶν ἐπαρχιῶν, παρὰ τῆς ἐν τῷ περιουσιοποιημένῳ τῶν ἐπὶ τῆς σταφίδος καὶ τῶν προϊόντων αὐτῆς, παρὰ τῶν ἐργασιῶν ἥτις οὐδὲν ὀλίγον ἐπηρέασε τὴν τῆς χώρας δεν ἐκλονίσθη ποσῶς σπουδαίως καὶ ἐπὶ τοῦ οἰκονομικοῦ ζητήματος τῆς σταφίδος, ἀλλὰ τούναντίον μᾶλλον ἐπὶ τῆς ἐσοδείας, ἐν μέσῳ τῶν διεθνῶν συμφερόντων δὲν ἔχουσι ἀλλαχοῦ ἀποσύρεσι παρὰ τῷ ὁμοίῳ λόγῳ δι᾿ ἣν καὶ ἐπὶ τῆς ἐν Ἀθήναις ἀγορᾶς οὐ μόνον ἄξιον λόγον ὑπόστρεψεν ὅτι εἶχε νὰ σημειώσῃ εἰς τὰς χρηματαγορὰς ἐν τῷ ἡμετέρῳ προχρόνῳ περὶ σύστασιν τῇ χρήσει τῆς ἐπεκτάσεως τῆς τῆς ἀπονομῆς ὁ ἀνώτερον ἐπιτυχὴς ἀριθμῶν ὑπὲρ 20,000,000 δραχμῶν ἀπεμπόλησεν μέρος τοῦ (Τράπεζα Κρήτης) 40,000 νέαι μετοχαὶ τῆς Τραπέζης τῶν Ἀθηνῶν, δάνειον δραχ. 11,750,000 σιδηροδρόμου Πελοποννήσου. [331, 1143, 614, 1521]
summary-heading: ΠΕΡΙΛΗΨΙΣ [629, 684, 907, 705]
col1-paragraph: Ἐν τῇ μερίδι Γενικῶν Ἐξόδων ἐκρίθη ὀρθότερον νὰ συμπεριληφθῶσι καὶ τὰ ποσοστὰ καὶ ἀμοιβαὶ τῶν Διευθυντῶν καὶ τοῦ Προσωπικοῦ Κεντρικοῦ καὶ ὑποστημάτων, ἅτινα πάντα ὁμοῦ ἀνῆλθον εἰς δρχ. 676,282, 62 ὑπερβάντα κατὰ δρ. 90,000 περίπου τὰ Γενικὰ ἔξοδα πάντα τὰ ἀντίστοιχα διὰ τὸ ἔτος 1899 μετὰ τῆς μισθοδοσίας τοῦ προσωπικοῦ τῆς Τραπέζης ἡμῶν, ποσοστῶν κλπ. τῆς παρελθούσης χρήσεως. Ἡ αὔξησις αὕτη εἶνε βεβαίως ἀξία προσοχῆς ἐάν τις ἀφοῦ μὴ προστεθῇ ἡ ἐξήγησις ἣν ἀκολουθεῖ ὅτι κατὰ τὴν ἀπὸ μεγάλην ἀνάπτυξιν καὶ ἐπέκτασιν τῆς Τραπέζης ἐπὶ τῆς τελευταίας ἐργασιῶν αὐτῆς ἐπεβλήθη προσωπικοῦ πλείονος καὶ ἀνάλογος τῶν ἄλλων ἐξόδων ἐργασιῶν, πολλαπλασιασμὸν μέχρι τῆς προσφάτου ἐγκαταστάσεως μέρους τῶν ὑπηρεσιῶν μας εἰς τὸ νέον κτίριον τὸ ὑφ᾿ ἡμῶν προσκτηθέν, τὸ ἐν τῇ ὁδῷ Σταδίου ἔναντι τοῦ Ταμιευτηρίου. Εὐτυχῶς μέχρι σήμερον δὲν ὑπῆρξεν ἀνάγκη νὰ ἐπαυξήσωμεν τὰ ὑπηρεσίας ἡμῶν διὰ τὸν ἐπὶ τῆς πίστεως τοῦ τόπου ἀπὸ τῆς ἐν Λαμίᾳ ἐπιχειρήσεως, ὅταν δὲ ἡ ἀνάγκη ἐπὶ τὰ, ὡς ἂν δὲ καὶ ἐμπράκτως ἀποδείξωμεν πρὸς [33, 1676, 316, 2101]
story-paragraph: «Αἴ, λοιπὸν, ὅταν ἐννοῶ, ὅτι εἶνε ἔρημον τὸ σπίτι, ὅταν εἶμαι βέβαιος, ὅτι οὔτε ἡ γυναῖκά μου, οὔτε τὰ παιδιά μου, οὔτε οἱ ὑπηρέται μου δὲν εἶνε δυνατὸν νὰ μὲ ἐπισουν ἐπ᾿ αὐτοφώρῳ ἀναβαίνω εἰς τὸν σιτοβολῶνα, ἀνοίγω τὸ σεντούκι καὶ παρατηρῶ... παρατηρῶ τὸ φόρεμα μου... Ἔ! πρέπει νὰ σᾶς τὸ εἴπω, ὅτι τὸ ἔχω φυλάξει μὲ προσοχὴν καὶ ὅτι ἀκόμη εἶνε καινουργές. Ἐπειτα ἐπειδὴ εἶνε ὁ τόπος ἐκεῖνος ἀπομονωμένος καὶ κανεὶς δὲν μπορεῖ νὰ μὲ ἀκούσῃ... ὁπότε εἶνε ἐπὶ ἀρκετῶς δυνατὸν ὅτι ἐπιβάλλουσιν κατὰ ἐν ἐκ τῶν σιτοβολῶνων, φθάνω μέσα τὸν ἕνα μου πῆδον καὶ ἀφοῦ ἐπεῖ μὲ τῆς πανταλόνας καὶ τὸ ὑποκάμισον, ὅταν τὸ φορέσω, τὸ μισὸν τοῦ ὁποίου εἶνε τόσον εὐρύ, ὅπως τὸ ἐσύνηθιζα ἄλλοτε, κάθημαι ὀλίγον εἰς τὸ ἐσωτερικόν, καὶ κοιτάζω ὀλίγον εἰς τὸν καθρέπτην τοῦ κρεβατιοῦ, καὶ ὅμως πάντοτε μένω χωρὶς νὰ πῶ ὅ,τι μόνον διὰ τὸν σιωπηλὸν τῶν βουνῶν ἐκρετάρα. [922, 439, 1194, 801]
ad-address: 79 Ὁδὸς Αἰόλου 79 [1260, 474, 1374, 488]
story-paragraph: — Νὰ κ᾿ ἐνα ἐλλὸς ! [937, 2060, 1067, 2076]
story-paragraph: Πρέπει λοιπὸν νὰ σᾶς ἐξηγήσω τὰ πάντα; Τὸ ἔνδυμα τοῦ Σικὰρ τὸ ἔχω μαζί μου εἰς τὴν ἐπαρχίαν. Εἶνε γεωμένον μέσα εἰς ἕνα παλαιὸν σεντούκι, πεταγμένον εἰς τὸν σιτοβολῶνα, σεντούκι τὸ ὁποῖον ποτὲ δὲν ἀνοίγομεν. [922, 346, 1194, 439]
ad-body: Διὰ τοῦ θαυματουργοῦ τούτου φαρμάκου θεραπεύεται ἀσφαλῶς εἰς 8 μόνον ἡμέρας ἡ ὀξεῖα καὶ χρονία βλεννοῤῥοια τῶν ἀνδρῶν καὶ λευκόρροια τῶν γυναικῶν. [1210, 1373, 1424, 1445]
ad-body: δι᾿ ὅλως ἰδιαιτέρων φαρμάκων τῶν ὁποίων τὴν χρῆσιν μόνος γνωρίζει. [1210, 712, 1424, 756]
ad-agent-name: ΓΕΩΡΓΙΩ ΙΩΑΝΝΙΔΗ [1237, 457, 1397, 473]
divider [629, 678, 907, 679]
divider [629, 2036, 907, 2037]
ad-line: ΠΡΟΧΕΙΡΟΝ ΛΕΞΙΚΟΝ [959, 2218, 1158, 2237]
col3-paragraph: Δικάζον ἐρήμην τῆς ἐκκαλούσης Ἀγγελικῆς χήρας Νικ. Δ. Λαχανᾶ ἢ Λυκούργου. [629, 949, 907, 995]
ad-headline: ΑΝΤΙΒΛΕΝΝΟΡΡΟΙΚΟΝ [1210, 1315, 1487, 1340]
ad-line: ΜΕΤ᾿ ΟΛΙΓΑΣ Η ΕΡΑΣ [965, 2111, 1151, 2128]
col2-paragraph: Δὲν μένει, ὅπως συμπληρώσωμεν τὴν παροῦσαν τοῦ Ἰσολογισμοῦ ἡμῶν ἀνάλυσιν ἢ νὰ ἐξετάσωμεν ἐν ὀλίγοις τὸν κατὰ τὸ τρέχον ἔτος ἐργασιῶν αὐτῆς καὶ τὰ προκύψαντα ΚΕΡΔΗ, ὧν τὸ ἀκαθάριστον σύνολον ἀνῆλθε συμφώνως τῷ Ἰσολογισμῷ εἰς δρ. 2,370,693.88, ἀπέναντι δρ. 1,544,050.80 τοῦ ἔτους 1899. [331, 813, 614, 939]
signature-line: Ὁ πληρεξ. δικηγόρος [706, 1337, 830, 1352]
ad-pharmacist-name: Ν. ΒΑΚΤΑΛΟΠΟΥΛΟΥ [1222, 1630, 1412, 1673]
divider [922, 2100, 1194, 2102]
col1-paragraph: Χαρακτηριστικὸν διὰ τὸν μελετῶντα τὴν ἐξέλιξιν τῶν παρὰ τῇ ἡμετέρᾳ Τραπέζῃ καταθέσεων καὶ λίαν ἐνθαρρυντικὸν εἶνε τὸ γεγονὸς ὅτι ἡ σπουδαία αὕτη αὔξησις σχεδὸν ἀποκλειστικῶς ὀφείλεται εἰς τὰς καταθέσεις ἐπὶ προθεσμίᾳ, ὧν ἡ ποσότης ἀνῆλθεν ἐκ δρ. 8,111,549 φθάσασα οὕτω περίπου εἰς τὸ ποσὸν τῶν ἐπὶ ὄψει καταθέσεων ἐκ 15,000,000 εἰς δρ. 1,039,663.36 μόλις τῷ 1899 πάλιν καὶ παρὰ τὴν ἐκ τοῦ Κεντρικοῦ προσληφθεῖσαν τοῦ 1900 καταθέσεις, ὅθεν καὶ ἐπὶ προθεσμίᾳ. Πολλῆς προσοχῆς ἄξιον εἶνε ὡσαύτως τὸ γεγονὸς ὅτι ἡ ἀναλογία τῶν καταθέσεων ἐπὶ προθεσμίᾳ πρὸς τὰς ἐπὶ τῷ Ταμιευτηρίῳ αἵτινες ἀνῆλθον εἰς δραχ. 780,352.16, ὡς καὶ εἰς δραχ. 1,039,663.36 μόλις τῷ 1899. Ἡ ἐπὶ τῇ Κεντρικῇ Ὑπηρεσίᾳ καταθέσεις βαρύτατα ἐκ τοῦ αἰφνιδίου καὶ ἀπροσδοκήτου τούτου χρηματιστικοῦ γεγονότος, παρασχεθεῖσαι τῇ ἡμετέρᾳ Τραπέζῃ μὲν εὐμάρειαν εὐεργετικὴν καὶ ἐπὶ τῶν μετόχων αὐτῆς καὶ τῆς ὑποσχέσεως τῆς ἡμετέρας τῷ Γενικῷ ἐπὶ τῆς ἀπὸ τῆς γενικῆς τοῦ ἐμπορίου ἡμῶν καὶ τῆς οἰκονομίας. [33, 1262, 316, 1654]
story-title: Ο ΤΕΛΕΥΤΑΙΟΣ ΣΙΚΑΡ [922, 125, 1194, 166]
ad-headline: Ο ΙΑΤΡΟΣ [1210, 817, 1321, 841]
col3-paragraph: Ὑποχρεοῖ τὸν ἐναγόμενον καὶ διὰ προσωπικῆς κρατήσεως νὰ πληρώσῃ τῇ ἐναγούσῃ διὰ νὰ ἐν τῇ ἀγωγῇ καὶ τῷ ἐγγράφῳ τῆς προτεινομένης ἐλλείπουσαν παρὰ χιλίας τριακοσίας δραχμὰς χιλίας ἐξακοσίας 1, ἐξήκοντα ὀκτὼ καὶ ἀναλόγους τόκους καὶ ἄνευ 96 0)0 ἐτησίως 1961 καὶ ὁ 66 0)0 ἐτησίως ἀπὸ 23 Ἀπριλίου 1899. [629, 1659, 907, 1800]
